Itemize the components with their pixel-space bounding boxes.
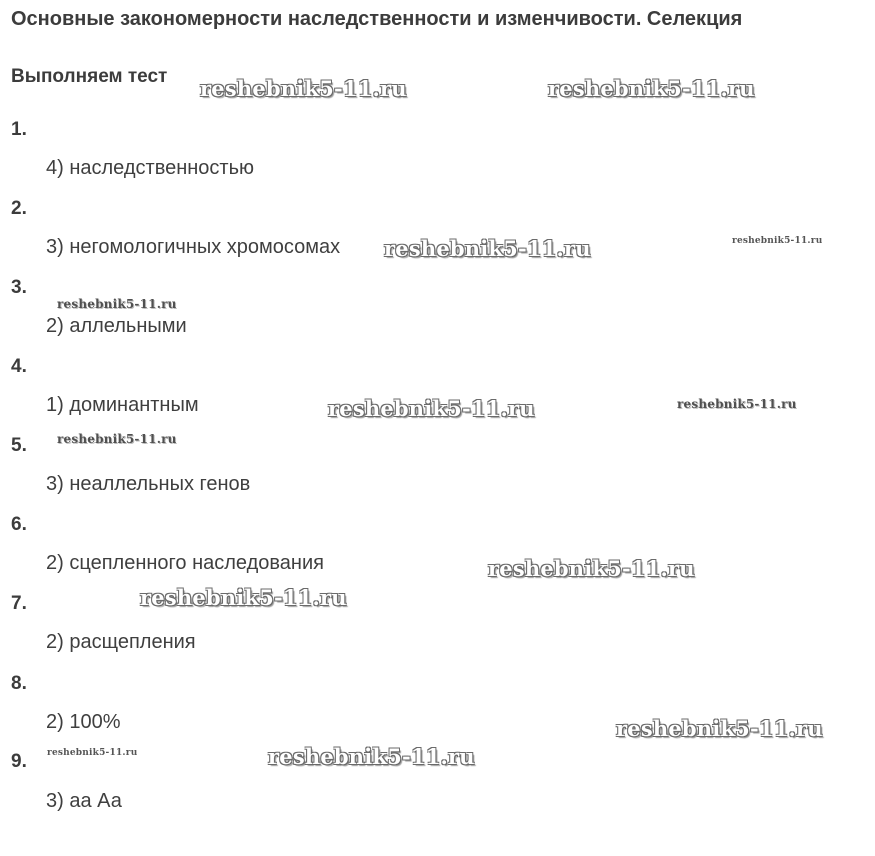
watermark: reshebnik5-11.ru — [488, 556, 695, 581]
watermark: reshebnik5-11.ru — [616, 716, 823, 741]
answer-text: 3) неаллельных генов — [46, 473, 251, 495]
question-number: 2. — [11, 198, 27, 219]
answer-text: 1) доминантным — [46, 394, 199, 416]
watermark: reshebnik5-11.ru — [57, 432, 177, 446]
answer-text: 2) расщепления — [46, 631, 196, 653]
test-subtitle: Выполняем тест — [11, 66, 168, 87]
question-number: 5. — [11, 435, 27, 456]
watermark: reshebnik5-11.ru — [57, 297, 177, 311]
watermark: reshebnik5-11.ru — [200, 76, 407, 101]
watermark: reshebnik5-11.ru — [384, 236, 591, 261]
answer-text: 4) наследственностью — [46, 157, 255, 179]
answer-text: 2) аллельными — [46, 315, 187, 337]
page-title: Основные закономерности наследственности и изменчивости. Селекция — [11, 8, 743, 30]
watermark: reshebnik5-11.ru — [732, 236, 823, 246]
watermark: reshebnik5-11.ru — [140, 585, 347, 610]
answer-text: 3) аа Аа — [46, 790, 122, 812]
question-number: 6. — [11, 514, 27, 535]
question-number: 4. — [11, 356, 27, 377]
question-number: 3. — [11, 277, 27, 298]
question-number: 7. — [11, 593, 27, 614]
watermark: reshebnik5-11.ru — [268, 744, 475, 769]
answer-text: 2) сцепленного наследования — [46, 552, 324, 574]
watermark: reshebnik5-11.ru — [548, 76, 755, 101]
watermark: reshebnik5-11.ru — [677, 397, 797, 411]
watermark: reshebnik5-11.ru — [328, 396, 535, 421]
question-number: 8. — [11, 673, 27, 694]
watermark: reshebnik5-11.ru — [47, 748, 138, 758]
answer-text: 2) 100% — [46, 711, 121, 733]
answer-text: 3) негомологичных хромосомах — [46, 236, 341, 258]
question-number: 9. — [11, 751, 27, 772]
question-number: 1. — [11, 119, 27, 140]
